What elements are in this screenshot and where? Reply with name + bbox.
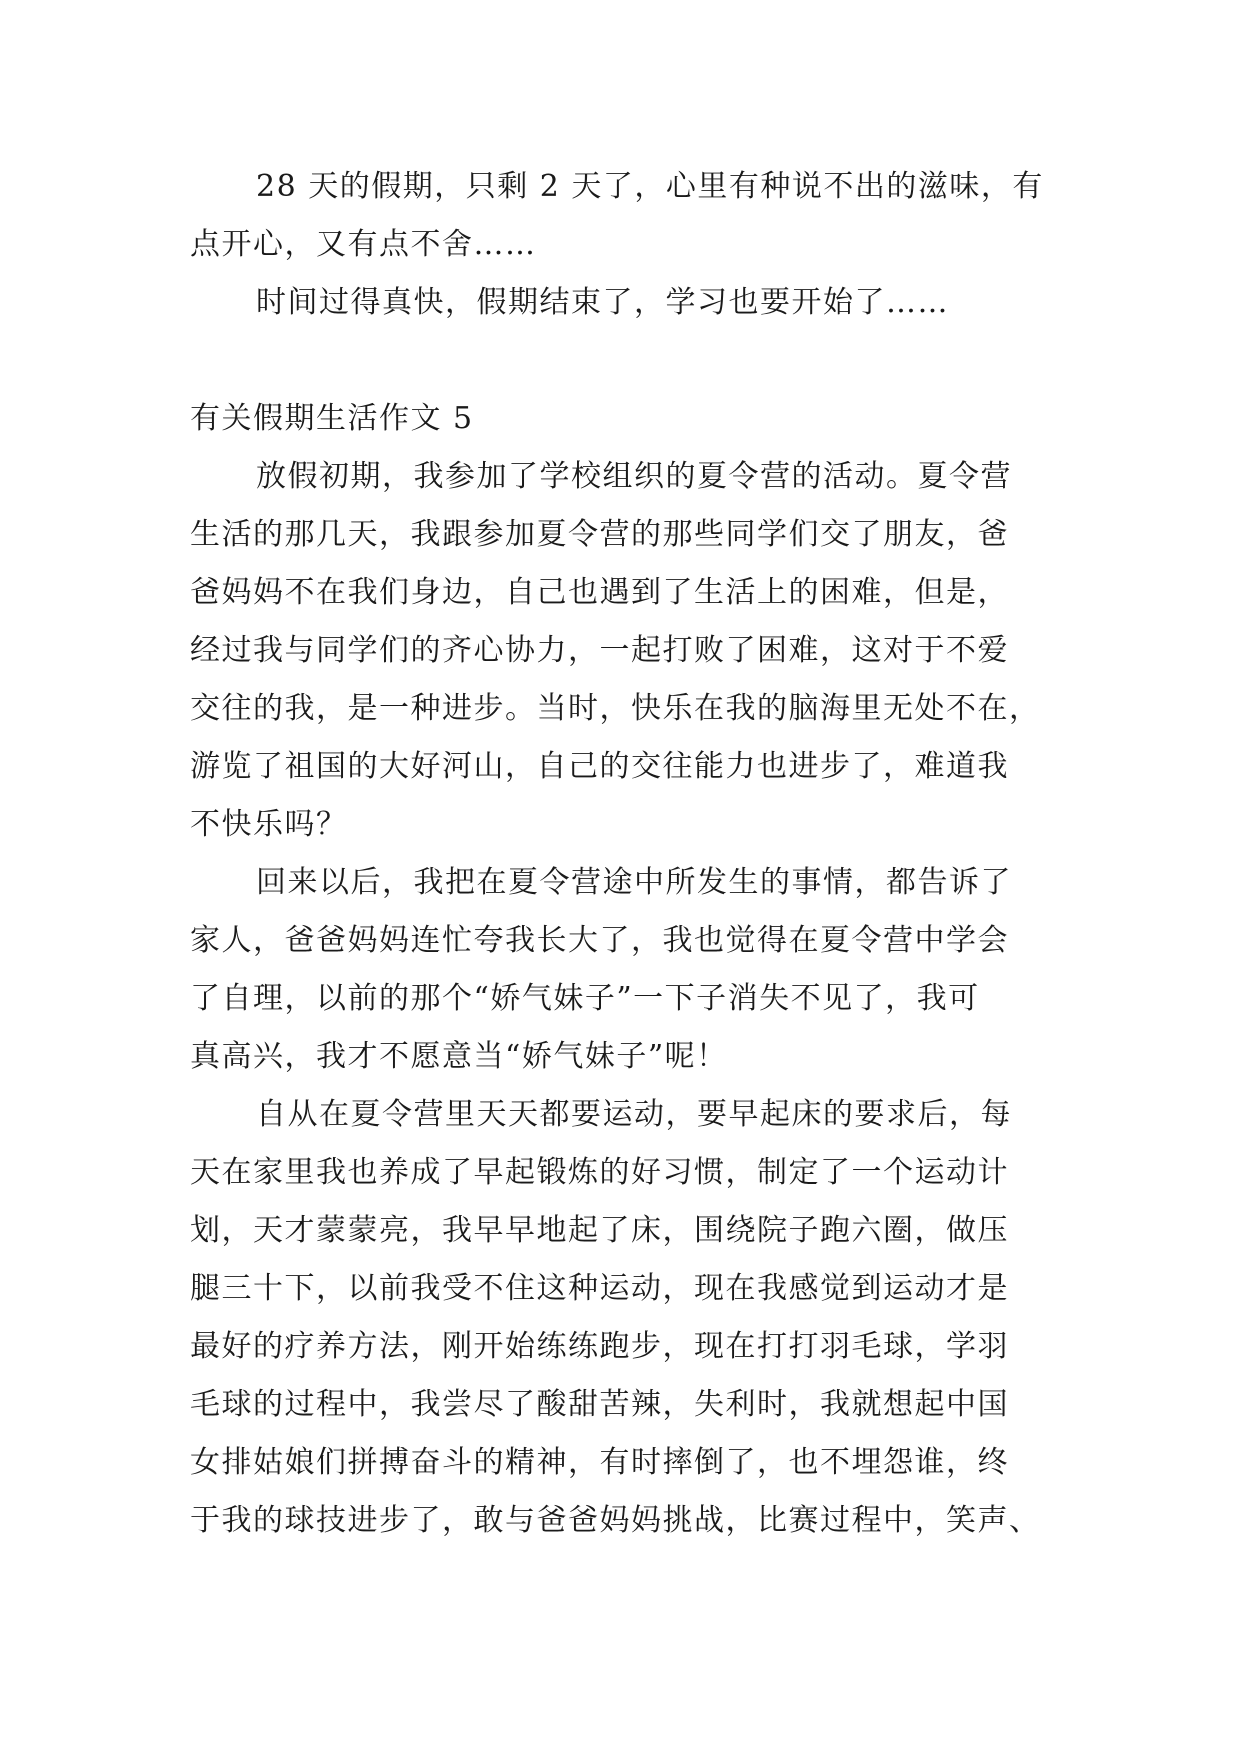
text-line: 了自理，以前的那个“娇气妹子”一下子消失不见了，我可 [190, 981, 980, 1016]
paragraph [190, 158, 1052, 274]
text-line: 最好的疗养方法，刚开始练练跑步，现在打打羽毛球，学羽 [190, 1329, 1009, 1364]
document-content [190, 158, 1052, 1550]
paragraph [190, 274, 1052, 332]
paragraph [190, 448, 1052, 854]
text-line: 时间过得真快，假期结束了，学习也要开始了…… [256, 285, 949, 320]
text-line: 毛球的过程中，我尝尽了酸甜苦辣，失利时，我就想起中国 [190, 1387, 1009, 1422]
text-line: 回来以后，我把在夏令营途中所发生的事情，都告诉了 [256, 865, 1012, 900]
blank-line [190, 332, 1052, 390]
text-line: 天在家里我也养成了早起锻炼的好习惯，制定了一个运动计 [190, 1155, 1009, 1190]
text-line: 女排姑娘们拼搏奋斗的精神，有时摔倒了，也不埋怨谁，终 [190, 1445, 1009, 1480]
text-line: 游览了祖国的大好河山，自己的交往能力也进步了，难道我 [190, 749, 1009, 784]
text-line: 真高兴，我才不愿意当“娇气妹子”呢！ [190, 1039, 728, 1074]
text-line: 家人，爸爸妈妈连忙夸我长大了，我也觉得在夏令营中学会 [190, 923, 1009, 958]
paragraph [190, 1086, 1052, 1550]
section-title: 有关假期生活作文 5 [190, 401, 474, 436]
text-line: 交往的我，是一种进步。当时，快乐在我的脑海里无处不在， [190, 691, 1041, 726]
text-line: 经过我与同学们的齐心协力，一起打败了困难，这对于不爱 [190, 633, 1009, 668]
paragraph [190, 854, 1052, 1086]
text-line: 点开心，又有点不舍…… [190, 227, 537, 262]
text-line: 于我的球技进步了，敢与爸爸妈妈挑战，比赛过程中，笑声、 [190, 1503, 1041, 1538]
text-line: 放假初期，我参加了学校组织的夏令营的活动。夏令营 [256, 459, 1012, 494]
text-line: 自从在夏令营里天天都要运动，要早起床的要求后，每 [256, 1097, 1012, 1132]
text-line: 28 天的假期，只剩 2 天了，心里有种说不出的滋味，有 [256, 169, 1044, 204]
text-line: 爸妈妈不在我们身边，自己也遇到了生活上的困难，但是， [190, 575, 1009, 610]
text-line: 生活的那几天，我跟参加夏令营的那些同学们交了朋友，爸 [190, 517, 1009, 552]
text-line: 不快乐吗？ [190, 807, 348, 842]
text-line: 腿三十下，以前我受不住这种运动，现在我感觉到运动才是 [190, 1271, 1009, 1306]
text-line: 划，天才蒙蒙亮，我早早地起了床，围绕院子跑六圈，做压 [190, 1213, 1009, 1248]
